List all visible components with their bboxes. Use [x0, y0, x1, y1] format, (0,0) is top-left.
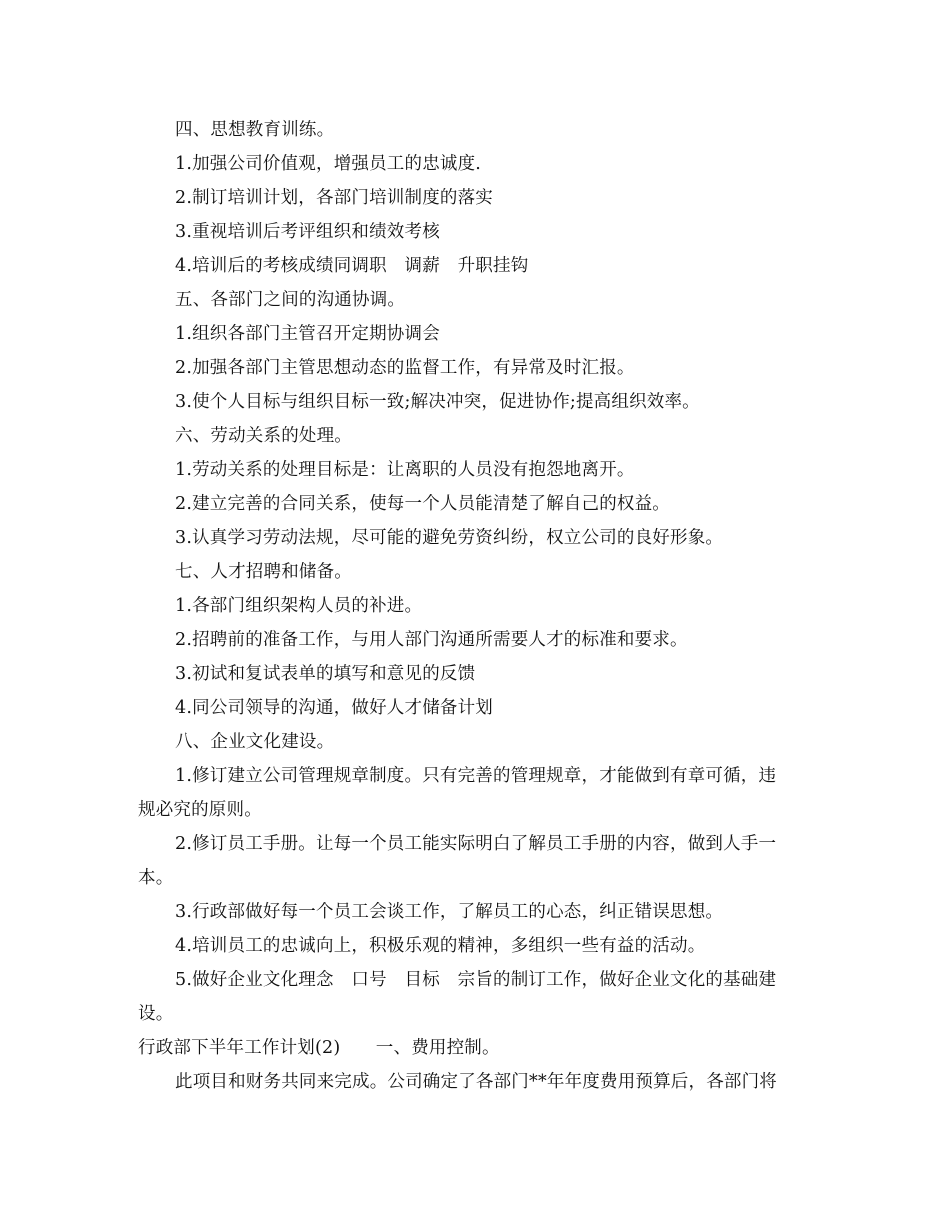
- list-item: 3.认真学习劳动法规，尽可能的避免劳资纠纷，权立公司的良好形象。: [175, 528, 724, 548]
- section-heading-4: 四、思想教育训练。: [175, 120, 335, 140]
- list-item: 2.招聘前的准备工作，与用人部门沟通所需要人才的标准和要求。: [175, 630, 688, 650]
- list-item: 4.同公司领导的沟通，做好人才储备计划: [175, 698, 493, 718]
- list-item: 2.制订培训计划，各部门培训制度的落实: [175, 188, 493, 208]
- list-item: 3.使个人目标与组织目标一致;解决冲突，促进协作;提高组织效率。: [175, 392, 700, 412]
- list-item: 4.培训后的考核成绩同调职 调薪 升职挂钩: [175, 256, 529, 276]
- paragraph-line: 4.培训员工的忠诚向上，积极乐观的精神，多组织一些有益的活动。: [175, 936, 706, 956]
- list-item: 1.加强公司价值观，增强员工的忠诚度.: [175, 154, 482, 174]
- list-item: 1.劳动关系的处理目标是：让离职的人员没有抱怨地离开。: [175, 460, 635, 480]
- section-heading-7: 七、人才招聘和储备。: [175, 562, 352, 582]
- section-heading-5: 五、各部门之间的沟通协调。: [175, 290, 406, 310]
- list-item: 2.加强各部门主管思想动态的监督工作，有异常及时汇报。: [175, 358, 635, 378]
- list-item: 3.重视培训后考评组织和绩效考核: [175, 222, 440, 242]
- paragraph-line: 设。: [138, 1004, 174, 1024]
- paragraph-line: 2.修订员工手册。让每一个员工能实际明白了解员工手册的内容，做到人手一: [175, 834, 777, 854]
- section-heading-6: 六、劳动关系的处理。: [175, 426, 352, 446]
- list-item: 2.建立完善的合同关系，使每一个人员能清楚了解自己的权益。: [175, 494, 670, 514]
- paragraph-line: 5.做好企业文化理念 口号 目标 宗旨的制订工作，做好企业文化的基础建: [175, 970, 777, 990]
- paragraph-line: 此项目和财务共同来完成。公司确定了各部门**年年度费用预算后，各部门将: [175, 1072, 777, 1092]
- list-item: 1.组织各部门主管召开定期协调会: [175, 324, 440, 344]
- paragraph-line: 本。: [138, 868, 174, 888]
- list-item: 3.初试和复试表单的填写和意见的反馈: [175, 664, 476, 684]
- paragraph-line: 3.行政部做好每一个员工会谈工作，了解员工的心态，纠正错误思想。: [175, 902, 724, 922]
- list-item: 1.各部门组织架构人员的补进。: [175, 596, 423, 616]
- paragraph-line: 规必究的原则。: [138, 800, 262, 820]
- document-subtitle: 行政部下半年工作计划(2) 一、费用控制。: [138, 1038, 500, 1058]
- paragraph-line: 1.修订建立公司管理规章制度。只有完善的管理规章，才能做到有章可循，违: [175, 766, 777, 786]
- section-heading-8: 八、企业文化建设。: [175, 732, 335, 752]
